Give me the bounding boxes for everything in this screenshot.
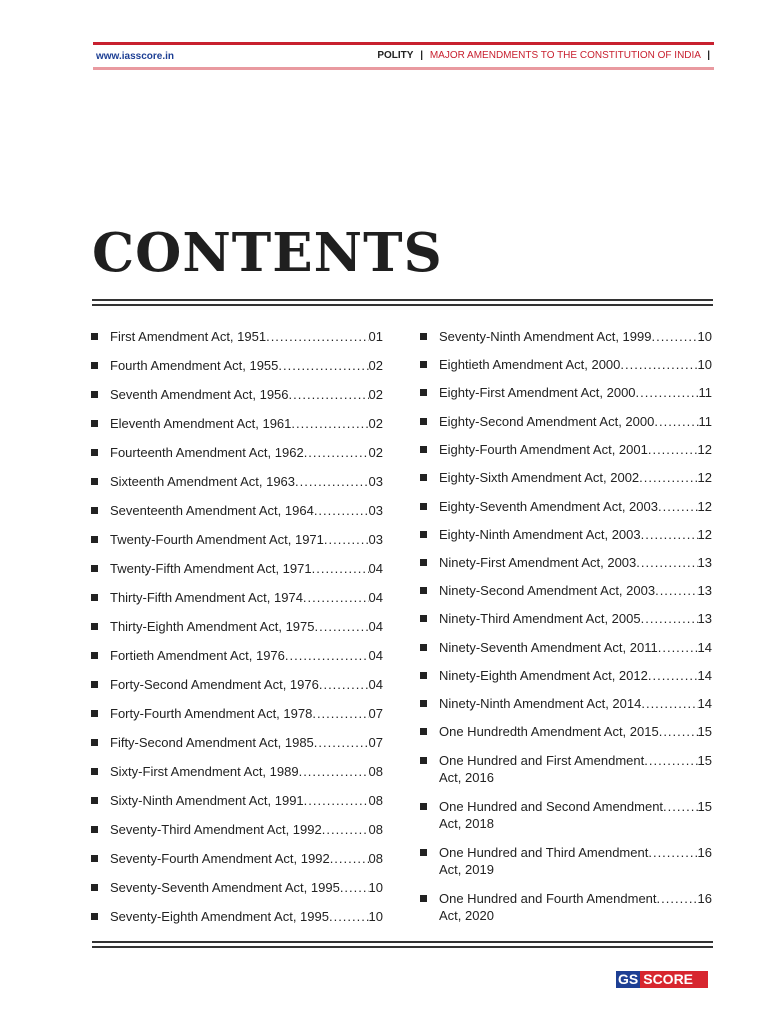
toc-entry-title: One Hundred and Third Amendment — [439, 845, 649, 860]
toc-dot-leader — [659, 723, 698, 740]
toc-entry-title: Seventh Amendment Act, 1956 — [110, 387, 289, 402]
square-bullet-icon — [91, 333, 98, 340]
toc-entry-text — [439, 413, 712, 430]
toc-entry-text — [110, 444, 383, 461]
square-bullet-icon — [420, 559, 427, 566]
toc-dot-leader — [330, 850, 369, 867]
toc-entry-row — [110, 647, 383, 664]
toc-entry-title: Ninety-Ninth Amendment Act, 2014 — [439, 696, 642, 711]
toc-dot-leader — [266, 328, 368, 345]
square-bullet-icon — [91, 536, 98, 543]
toc-entry-row — [439, 890, 712, 907]
toc-entry-text — [110, 502, 383, 519]
toc-entry-row — [110, 502, 383, 519]
toc-entry-title-line2: Act, 2018 — [439, 816, 494, 831]
toc-entry-text — [439, 695, 712, 712]
toc-dot-leader — [324, 531, 369, 548]
toc-entry-text — [439, 667, 712, 684]
top-double-rule — [92, 299, 713, 306]
toc-entry-title: Eighty-Seventh Amendment Act, 2003 — [439, 499, 658, 514]
toc-entry-title: Sixty-First Amendment Act, 1989 — [110, 764, 299, 779]
square-bullet-icon — [91, 826, 98, 833]
page-title: CONTENTS — [92, 222, 443, 284]
toc-entry-title: First Amendment Act, 1951 — [110, 329, 267, 344]
square-bullet-icon — [91, 478, 98, 485]
toc-dot-leader — [319, 676, 369, 693]
toc-entry-text — [439, 798, 712, 832]
square-bullet-icon — [91, 913, 98, 920]
square-bullet-icon — [420, 418, 427, 425]
toc-page-number: 04 — [368, 590, 383, 605]
toc-entry-text — [110, 328, 383, 345]
square-bullet-icon — [420, 849, 427, 856]
toc-page-number: 15 — [697, 753, 712, 768]
toc-dot-leader — [644, 752, 697, 769]
toc-page-number: 02 — [368, 445, 383, 460]
toc-page-number: 13 — [697, 583, 712, 598]
toc-entry-row — [110, 734, 383, 751]
toc-page-number: 12 — [697, 527, 712, 542]
header-separator: | — [420, 50, 424, 61]
square-bullet-icon — [91, 710, 98, 717]
toc-entry-text — [110, 908, 383, 925]
toc-entry-title-line2: Act, 2016 — [439, 770, 494, 785]
toc-entry-title: One Hundred and Second Amendment — [439, 799, 664, 814]
toc-entry-text — [439, 723, 712, 740]
toc-entry-row — [110, 676, 383, 693]
toc-dot-leader — [289, 386, 369, 403]
toc-entry-text — [110, 357, 383, 374]
toc-dot-leader — [655, 582, 697, 599]
toc-page-number: 04 — [368, 677, 383, 692]
toc-entry-title: Ninety-First Amendment Act, 2003 — [439, 555, 637, 570]
square-bullet-icon — [420, 333, 427, 340]
toc-page-number: 12 — [697, 470, 712, 485]
toc-entry-text — [110, 705, 383, 722]
square-bullet-icon — [91, 739, 98, 746]
toc-entry-row — [439, 798, 712, 815]
toc-entry-text — [110, 386, 383, 403]
page-header — [93, 42, 714, 72]
toc-entry-row — [110, 850, 383, 867]
toc-entry-text — [439, 498, 712, 515]
toc-entry-text — [110, 763, 383, 780]
toc-entry-row — [110, 589, 383, 606]
square-bullet-icon — [420, 361, 427, 368]
toc-page-number: 03 — [368, 532, 383, 547]
header-title-block — [377, 50, 714, 61]
header-doc-title: MAJOR AMENDMENTS TO THE CONSTITUTION OF INDIA — [429, 50, 701, 61]
toc-entry-title: One Hundredth Amendment Act, 2015 — [439, 724, 659, 739]
toc-entry-row — [439, 526, 712, 543]
square-bullet-icon — [420, 757, 427, 764]
toc-dot-leader — [312, 560, 369, 577]
toc-dot-leader — [648, 667, 698, 684]
toc-entry-title: Eighty-Sixth Amendment Act, 2002 — [439, 470, 640, 485]
square-bullet-icon — [91, 449, 98, 456]
toc-dot-leader — [340, 879, 369, 896]
square-bullet-icon — [420, 728, 427, 735]
toc-page-number: 13 — [697, 555, 712, 570]
square-bullet-icon — [91, 623, 98, 630]
toc-entry-row — [110, 792, 383, 809]
toc-entry-row — [110, 821, 383, 838]
toc-page-number: 12 — [697, 499, 712, 514]
toc-page-number: 02 — [368, 358, 383, 373]
square-bullet-icon — [420, 672, 427, 679]
toc-entry-title: Eighty-First Amendment Act, 2000 — [439, 385, 636, 400]
toc-page-number: 02 — [368, 416, 383, 431]
toc-dot-leader — [641, 695, 697, 712]
square-bullet-icon — [420, 389, 427, 396]
toc-entry-title: One Hundred and First Amendment — [439, 753, 645, 768]
toc-page-number: 08 — [368, 793, 383, 808]
site-url[interactable]: www.iasscore.in — [96, 51, 174, 62]
toc-entry-row — [110, 328, 383, 345]
toc-page-number: 07 — [368, 735, 383, 750]
toc-dot-leader — [658, 498, 698, 515]
toc-entry-row — [439, 441, 712, 458]
toc-dot-leader — [641, 526, 698, 543]
toc-entry-row — [110, 618, 383, 635]
toc-entry-text — [110, 821, 383, 838]
toc-page-number: 02 — [368, 387, 383, 402]
toc-page-number: 03 — [368, 474, 383, 489]
header-bottom-rule — [93, 67, 714, 70]
toc-entry-row — [110, 705, 383, 722]
square-bullet-icon — [420, 503, 427, 510]
toc-dot-leader — [648, 844, 697, 861]
square-bullet-icon — [91, 362, 98, 369]
toc-entry-title: Thirty-Fifth Amendment Act, 1974 — [110, 590, 303, 605]
toc-entry-text — [439, 752, 712, 786]
toc-entry-title: Fifty-Second Amendment Act, 1985 — [110, 735, 314, 750]
square-bullet-icon — [91, 884, 98, 891]
toc-entry-row — [439, 723, 712, 740]
toc-entry-text — [110, 647, 383, 664]
toc-entry-text — [110, 415, 383, 432]
toc-page-number: 08 — [368, 764, 383, 779]
toc-entry-title: Twenty-Fifth Amendment Act, 1971 — [110, 561, 312, 576]
square-bullet-icon — [91, 565, 98, 572]
toc-entry-text — [439, 639, 712, 656]
square-bullet-icon — [91, 507, 98, 514]
toc-dot-leader — [641, 610, 698, 627]
square-bullet-icon — [91, 594, 98, 601]
toc-entry-row — [439, 328, 712, 345]
toc-entry-title: Seventy-Ninth Amendment Act, 1999 — [439, 329, 652, 344]
toc-entry-row — [110, 473, 383, 490]
toc-entry-title: Seventy-Eighth Amendment Act, 1995 — [110, 909, 329, 924]
toc-entry-row — [439, 844, 712, 861]
toc-dot-leader — [304, 792, 369, 809]
toc-entry-title: Eighty-Ninth Amendment Act, 2003 — [439, 527, 641, 542]
square-bullet-icon — [91, 681, 98, 688]
toc-entry-row — [439, 582, 712, 599]
toc-entry-text — [439, 356, 712, 373]
toc-page-number: 11 — [698, 414, 712, 429]
toc-entry-row — [439, 752, 712, 769]
toc-entry-row — [439, 554, 712, 571]
toc-entry-title: Twenty-Fourth Amendment Act, 1971 — [110, 532, 324, 547]
toc-entry-title: Ninety-Third Amendment Act, 2005 — [439, 611, 641, 626]
toc-page-number: 16 — [697, 891, 712, 906]
toc-entry-title: Forty-Fourth Amendment Act, 1978 — [110, 706, 313, 721]
toc-page-number: 11 — [698, 385, 712, 400]
toc-entry-text — [439, 610, 712, 627]
toc-dot-leader — [314, 734, 369, 751]
toc-page-number: 14 — [697, 696, 712, 711]
toc-dot-leader — [303, 589, 369, 606]
toc-entry-title: Ninety-Seventh Amendment Act, 2011 — [439, 640, 658, 655]
header-end-separator: | — [707, 50, 710, 61]
toc-entry-title: Eighty-Fourth Amendment Act, 2001 — [439, 442, 648, 457]
toc-page-number: 07 — [368, 706, 383, 721]
square-bullet-icon — [91, 855, 98, 862]
toc-dot-leader — [329, 908, 369, 925]
square-bullet-icon — [91, 768, 98, 775]
toc-entry-row — [439, 384, 712, 401]
toc-page-number: 08 — [368, 851, 383, 866]
toc-entry-text — [110, 618, 383, 635]
toc-entry-row — [110, 386, 383, 403]
toc-entry-row — [110, 531, 383, 548]
toc-entry-title: Seventy-Third Amendment Act, 1992 — [110, 822, 322, 837]
square-bullet-icon — [420, 700, 427, 707]
toc-page-number: 04 — [368, 561, 383, 576]
toc-entry-text — [439, 384, 712, 401]
toc-dot-leader — [314, 502, 369, 519]
bottom-double-rule — [92, 941, 713, 948]
square-bullet-icon — [420, 803, 427, 810]
toc-entry-text — [110, 473, 383, 490]
toc-dot-leader — [304, 444, 369, 461]
toc-page-number: 15 — [697, 799, 712, 814]
square-bullet-icon — [420, 531, 427, 538]
toc-entry-text — [110, 734, 383, 751]
toc-page-number: 15 — [697, 724, 712, 739]
toc-entry-text — [439, 844, 712, 878]
toc-entry-text — [439, 554, 712, 571]
square-bullet-icon — [420, 615, 427, 622]
toc-entry-row — [110, 879, 383, 896]
toc-page-number: 12 — [697, 442, 712, 457]
toc-dot-leader — [620, 356, 697, 373]
toc-entry-title: Eleventh Amendment Act, 1961 — [110, 416, 292, 431]
header-subject: POLITY — [377, 50, 414, 61]
toc-entry-title: Fourth Amendment Act, 1955 — [110, 358, 279, 373]
toc-entry-title: Thirty-Eighth Amendment Act, 1975 — [110, 619, 315, 634]
toc-page-number: 10 — [368, 880, 383, 895]
toc-entry-text — [439, 582, 712, 599]
toc-entry-text — [439, 890, 712, 924]
toc-entry-text — [439, 469, 712, 486]
toc-dot-leader — [285, 647, 369, 664]
toc-page-number: 04 — [368, 648, 383, 663]
toc-entry-title: Eightieth Amendment Act, 2000 — [439, 357, 621, 372]
toc-entry-row — [439, 695, 712, 712]
toc-entry-title: Seventeenth Amendment Act, 1964 — [110, 503, 314, 518]
toc-entry-title: Forty-Second Amendment Act, 1976 — [110, 677, 319, 692]
toc-page-number: 16 — [697, 845, 712, 860]
toc-page-number: 03 — [368, 503, 383, 518]
toc-dot-leader — [315, 618, 369, 635]
toc-entry-text — [110, 879, 383, 896]
toc-entry-text — [110, 792, 383, 809]
header-top-rule — [93, 42, 714, 45]
toc-dot-leader — [312, 705, 368, 722]
square-bullet-icon — [91, 391, 98, 398]
toc-entry-row — [110, 560, 383, 577]
square-bullet-icon — [420, 895, 427, 902]
logo-score: SCORE — [640, 971, 708, 988]
toc-page-number: 10 — [368, 909, 383, 924]
toc-entry-title: Sixteenth Amendment Act, 1963 — [110, 474, 296, 489]
square-bullet-icon — [91, 652, 98, 659]
toc-entry-title-line2: Act, 2019 — [439, 862, 494, 877]
toc-entry-text — [110, 560, 383, 577]
toc-entry-row — [439, 469, 712, 486]
toc-dot-leader — [658, 639, 698, 656]
toc-entry-text — [110, 676, 383, 693]
toc-entry-row — [439, 356, 712, 373]
toc-entry-title: Fourteenth Amendment Act, 1962 — [110, 445, 304, 460]
toc-entry-text — [439, 328, 712, 345]
toc-entry-row — [439, 413, 712, 430]
toc-entry-title: One Hundred and Fourth Amendment — [439, 891, 657, 906]
toc-dot-leader — [651, 328, 697, 345]
toc-entry-row — [439, 667, 712, 684]
logo-gs: GS — [618, 971, 639, 987]
toc-dot-leader — [636, 384, 699, 401]
toc-entry-text — [110, 850, 383, 867]
square-bullet-icon — [91, 797, 98, 804]
toc-entry-title: Ninety-Second Amendment Act, 2003 — [439, 583, 656, 598]
toc-dot-leader — [654, 413, 698, 430]
toc-entry-title: Seventy-Seventh Amendment Act, 1995 — [110, 880, 340, 895]
toc-entry-title: Eighty-Second Amendment Act, 2000 — [439, 414, 655, 429]
toc-entry-row — [110, 908, 383, 925]
toc-dot-leader — [278, 357, 368, 374]
toc-entry-row — [110, 763, 383, 780]
toc-dot-leader — [657, 890, 698, 907]
toc-entry-title: Fortieth Amendment Act, 1976 — [110, 648, 285, 663]
toc-entry-row — [110, 444, 383, 461]
toc-entry-title-line2: Act, 2020 — [439, 908, 494, 923]
square-bullet-icon — [420, 644, 427, 651]
toc-dot-leader — [291, 415, 368, 432]
gsscore-logo — [616, 971, 708, 988]
toc-dot-leader — [322, 821, 369, 838]
square-bullet-icon — [420, 474, 427, 481]
toc-entry-title: Ninety-Eighth Amendment Act, 2012 — [439, 668, 648, 683]
toc-page-number: 04 — [368, 619, 383, 634]
toc-entry-text — [439, 441, 712, 458]
toc-dot-leader — [663, 798, 697, 815]
toc-page-number: 01 — [368, 329, 383, 344]
square-bullet-icon — [420, 446, 427, 453]
square-bullet-icon — [420, 587, 427, 594]
toc-dot-leader — [636, 554, 697, 571]
toc-entry-row — [439, 610, 712, 627]
toc-page-number: 10 — [697, 329, 712, 344]
toc-entry-text — [439, 526, 712, 543]
toc-entry-text — [110, 531, 383, 548]
toc-dot-leader — [648, 441, 698, 458]
toc-page-number: 08 — [368, 822, 383, 837]
toc-page-number: 14 — [697, 668, 712, 683]
square-bullet-icon — [91, 420, 98, 427]
toc-page-number: 10 — [697, 357, 712, 372]
toc-entry-row — [110, 357, 383, 374]
toc-page-number: 14 — [697, 640, 712, 655]
toc-entry-row — [439, 498, 712, 515]
toc-dot-leader — [295, 473, 369, 490]
toc-dot-leader — [299, 763, 369, 780]
toc-entry-title: Seventy-Fourth Amendment Act, 1992 — [110, 851, 330, 866]
toc-entry-title: Sixty-Ninth Amendment Act, 1991 — [110, 793, 304, 808]
toc-entry-row — [439, 639, 712, 656]
toc-page-number: 13 — [697, 611, 712, 626]
toc-entry-text — [110, 589, 383, 606]
toc-dot-leader — [639, 469, 697, 486]
toc-entry-row — [110, 415, 383, 432]
